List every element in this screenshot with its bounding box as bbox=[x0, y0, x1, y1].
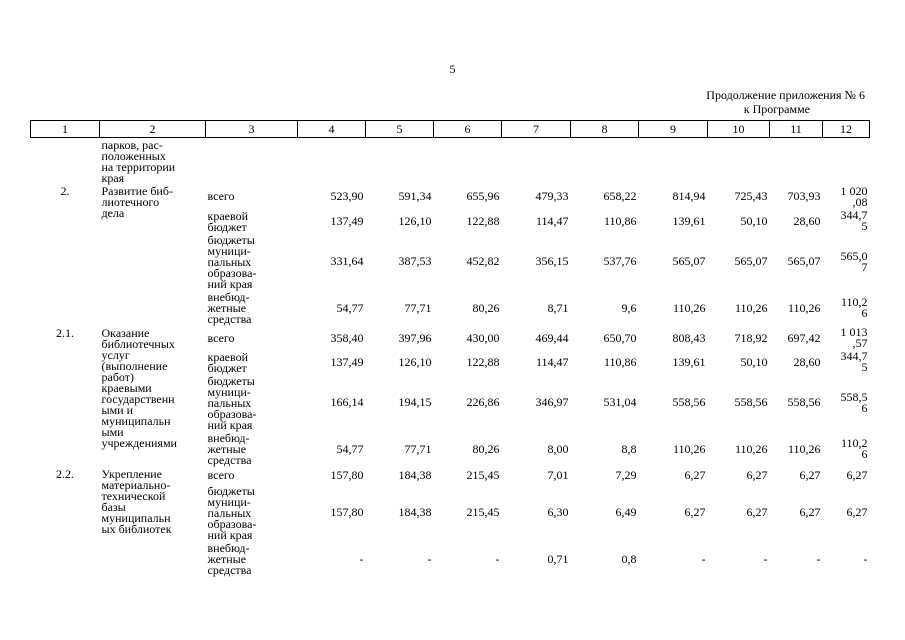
value-cell: 6,27 bbox=[684, 468, 706, 482]
table-row bbox=[31, 209, 870, 233]
value-cell: 356,15 bbox=[535, 254, 569, 268]
value-cell: - bbox=[495, 551, 500, 566]
value-cell: 122,88 bbox=[466, 213, 500, 228]
value-cell: 523,90 bbox=[330, 189, 364, 203]
value-cell: - bbox=[816, 551, 821, 566]
value-cell: 0,8 bbox=[621, 551, 637, 566]
value-cell: 184,38 bbox=[398, 505, 432, 519]
value-cell: 697,42 bbox=[787, 330, 821, 345]
value-cell: - bbox=[701, 551, 706, 566]
funding-source: краевой бюджет bbox=[207, 350, 248, 375]
value-cell: 126,10 bbox=[398, 213, 432, 228]
value-cell: 6,49 bbox=[615, 505, 637, 519]
value-cell-total: 1 020 ,08 bbox=[840, 183, 868, 209]
value-cell: 50,10 bbox=[740, 213, 768, 228]
column-header: 7 bbox=[502, 121, 571, 138]
column-header: 12 bbox=[823, 121, 870, 138]
value-cell: 137,49 bbox=[330, 354, 364, 369]
column-header: 5 bbox=[366, 121, 434, 138]
column-header: 9 bbox=[639, 121, 708, 138]
value-cell: 430,00 bbox=[466, 330, 500, 345]
value-cell-total: 558,5 6 bbox=[840, 389, 868, 415]
table-row bbox=[31, 431, 870, 467]
value-cell: 591,34 bbox=[398, 189, 432, 203]
value-cell-total: - bbox=[863, 551, 868, 566]
value-cell: 194,15 bbox=[398, 395, 432, 409]
row-number bbox=[31, 233, 100, 290]
row-number bbox=[31, 290, 100, 326]
measure-name: Развитие биб- лиотечного дела bbox=[101, 184, 173, 220]
funding-source: краевой бюджет bbox=[207, 209, 248, 234]
value-cell: 110,26 bbox=[734, 300, 768, 315]
value-cell: 110,26 bbox=[672, 300, 706, 315]
value-cell: 28,60 bbox=[793, 213, 821, 228]
value-cell: 50,10 bbox=[740, 354, 768, 369]
value-cell: 387,53 bbox=[398, 254, 432, 268]
table-row bbox=[31, 290, 870, 326]
value-cell: - bbox=[763, 551, 768, 566]
value-cell: 54,77 bbox=[336, 441, 364, 456]
table-row bbox=[31, 326, 870, 350]
funding-source: внебюд- жетные средства bbox=[207, 431, 252, 467]
value-cell-total: 110,2 6 bbox=[840, 436, 868, 461]
row-number bbox=[31, 374, 100, 431]
value-cell: 6,30 bbox=[547, 505, 569, 519]
value-cell: 226,86 bbox=[466, 395, 500, 409]
value-cell: 718,92 bbox=[734, 330, 768, 345]
value-cell: 6,27 bbox=[746, 468, 768, 482]
value-cell: 8,71 bbox=[547, 300, 569, 315]
continuation-line-1: Продолжение приложения № 6 bbox=[706, 88, 865, 102]
value-cell: 215,45 bbox=[466, 505, 500, 519]
funding-source: всего bbox=[207, 189, 235, 203]
value-cell: 808,43 bbox=[672, 330, 706, 345]
value-cell: 215,45 bbox=[466, 468, 500, 482]
value-cell: 8,00 bbox=[547, 441, 569, 456]
value-cell-total: 344,7 5 bbox=[840, 349, 868, 374]
funding-source: всего bbox=[207, 330, 235, 345]
value-cell: 28,60 bbox=[793, 354, 821, 369]
value-cell: 77,71 bbox=[404, 300, 432, 315]
page-number: 5 bbox=[449, 62, 456, 76]
measure-name bbox=[100, 350, 206, 374]
column-header: 11 bbox=[770, 121, 823, 138]
row-number bbox=[31, 350, 100, 374]
value-cell: 565,07 bbox=[787, 254, 821, 268]
measure-name bbox=[100, 484, 206, 541]
value-cell: 54,77 bbox=[336, 300, 364, 315]
value-cell: - bbox=[427, 551, 432, 566]
value-cell: 479,33 bbox=[535, 189, 569, 203]
funding-source: внебюд- жетные средства bbox=[207, 541, 252, 577]
value-cell: 6,27 bbox=[799, 468, 821, 482]
value-cell: 157,80 bbox=[330, 505, 364, 519]
value-cell: 166,14 bbox=[330, 395, 364, 409]
table-row bbox=[31, 374, 870, 431]
value-cell: 110,86 bbox=[603, 213, 637, 228]
value-cell: 725,43 bbox=[734, 189, 768, 203]
value-cell: 565,07 bbox=[734, 254, 768, 268]
value-cell: 331,64 bbox=[330, 254, 364, 268]
value-cell: 8,8 bbox=[621, 441, 637, 456]
column-header: 1 bbox=[31, 121, 100, 138]
column-header: 3 bbox=[206, 121, 298, 138]
value-cell: 139,61 bbox=[672, 213, 706, 228]
value-cell: 6,27 bbox=[746, 505, 768, 519]
measure-name bbox=[100, 374, 206, 431]
value-cell-total: 6,27 bbox=[846, 468, 868, 482]
value-cell: 77,71 bbox=[404, 441, 432, 456]
value-cell: 558,56 bbox=[672, 395, 706, 409]
value-cell: 114,47 bbox=[535, 354, 569, 369]
measure-name bbox=[100, 233, 206, 290]
value-cell: 80,26 bbox=[472, 300, 500, 315]
carry-over-row bbox=[31, 138, 870, 185]
value-cell: 122,88 bbox=[466, 354, 500, 369]
value-cell: 469,44 bbox=[535, 330, 569, 345]
value-cell: 537,76 bbox=[603, 254, 637, 268]
value-cell: 565,07 bbox=[672, 254, 706, 268]
funding-source: бюджеты муници- пальных образова- ний края bbox=[207, 484, 257, 542]
value-cell: 184,38 bbox=[398, 468, 432, 482]
row-number bbox=[31, 484, 100, 541]
table-row bbox=[31, 541, 870, 577]
table-row bbox=[31, 484, 870, 541]
column-header: 10 bbox=[708, 121, 770, 138]
value-cell: 558,56 bbox=[734, 395, 768, 409]
value-cell: 346,97 bbox=[535, 395, 569, 409]
value-cell-total: 344,7 5 bbox=[840, 208, 868, 233]
funding-source: внебюд- жетные средства bbox=[207, 290, 252, 326]
value-cell-total: 110,2 6 bbox=[840, 295, 868, 320]
value-cell: 814,94 bbox=[672, 189, 706, 203]
value-cell: 7,29 bbox=[615, 468, 637, 482]
row-number: 2.1. bbox=[56, 326, 74, 340]
funding-source: бюджеты муници- пальных образова- ний края bbox=[207, 374, 257, 432]
value-cell: - bbox=[359, 551, 364, 566]
value-cell: 110,26 bbox=[787, 441, 821, 456]
value-cell: 703,93 bbox=[787, 189, 821, 203]
value-cell: 110,86 bbox=[603, 354, 637, 369]
column-header: 2 bbox=[100, 121, 206, 138]
value-cell-total: 1 013 ,57 bbox=[840, 325, 868, 350]
value-cell: 6,27 bbox=[684, 505, 706, 519]
row-number: 2. bbox=[60, 184, 70, 198]
row-number: 2.2. bbox=[56, 467, 74, 481]
value-cell: 157,80 bbox=[330, 468, 364, 482]
measure-name bbox=[100, 290, 206, 326]
value-cell: 655,96 bbox=[466, 189, 500, 203]
value-cell-total: 6,27 bbox=[846, 505, 868, 519]
value-cell: 358,40 bbox=[330, 330, 364, 345]
value-cell: 139,61 bbox=[672, 354, 706, 369]
value-cell: 137,49 bbox=[330, 213, 364, 228]
column-header: 6 bbox=[434, 121, 502, 138]
table-row bbox=[31, 350, 870, 374]
value-cell: 7,01 bbox=[547, 468, 569, 482]
measure-name bbox=[100, 431, 206, 467]
budget-table bbox=[30, 120, 870, 577]
value-cell: 0,71 bbox=[547, 551, 569, 566]
value-cell: 658,22 bbox=[603, 189, 637, 203]
value-cell: 110,26 bbox=[734, 441, 768, 456]
row-number bbox=[31, 209, 100, 233]
value-cell: 397,96 bbox=[398, 330, 432, 345]
carry-over-name: парков, рас- положенных на территории края bbox=[101, 138, 176, 185]
continuation-line-2: к Программе bbox=[743, 102, 810, 116]
column-header: 8 bbox=[571, 121, 639, 138]
row-number bbox=[31, 541, 100, 577]
measure-name bbox=[100, 541, 206, 577]
value-cell: 650,70 bbox=[603, 330, 637, 345]
table-row bbox=[31, 233, 870, 290]
value-cell: 114,47 bbox=[535, 213, 569, 228]
value-cell-total: 565,0 7 bbox=[840, 248, 868, 274]
funding-source: всего bbox=[207, 468, 235, 482]
measure-name bbox=[100, 209, 206, 233]
value-cell: 452,82 bbox=[466, 254, 500, 268]
measure-name: Оказание библиотечных услуг (выполнение работ) краевыми государственн ыми и муниципальн ыми учреждениями bbox=[101, 326, 177, 450]
column-header: 4 bbox=[298, 121, 366, 138]
measure-name: Укрепление материально- технической базы муниципальн ых библиотек bbox=[101, 467, 172, 536]
table-row bbox=[31, 467, 870, 484]
value-cell: 110,26 bbox=[672, 441, 706, 456]
value-cell: 126,10 bbox=[398, 354, 432, 369]
value-cell: 80,26 bbox=[472, 441, 500, 456]
table-row bbox=[31, 184, 870, 209]
value-cell: 558,56 bbox=[787, 395, 821, 409]
value-cell: 6,27 bbox=[799, 505, 821, 519]
funding-source: бюджеты муници- пальных образова- ний края bbox=[207, 233, 257, 291]
value-cell: 110,26 bbox=[787, 300, 821, 315]
value-cell: 531,04 bbox=[603, 395, 637, 409]
row-number bbox=[31, 431, 100, 467]
column-header-row bbox=[31, 121, 870, 138]
value-cell: 9,6 bbox=[621, 300, 637, 315]
